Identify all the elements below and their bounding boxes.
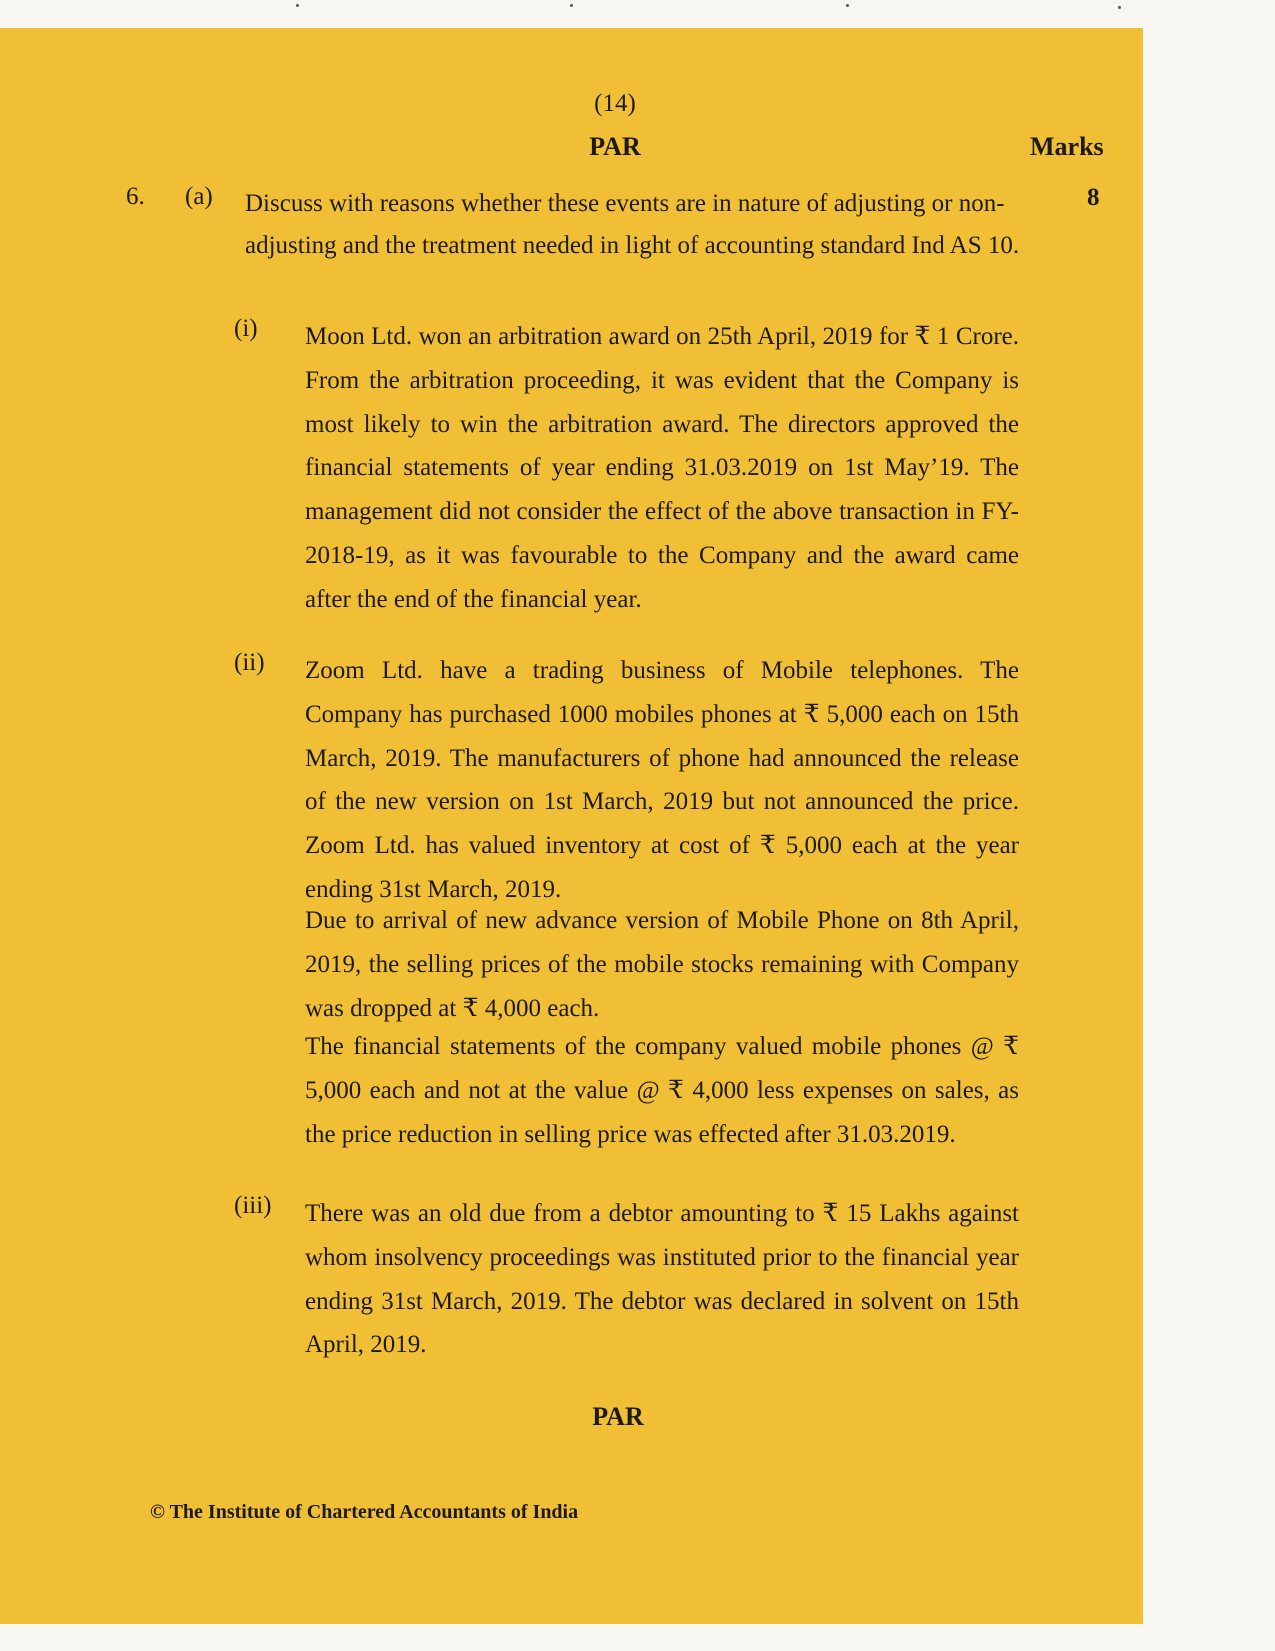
scan-speck xyxy=(846,4,849,7)
question-stem: Discuss with reasons whether these events are in nature of adjusting or non-adjusting and the treatment needed in light of accounting standard Ind AS 10. xyxy=(245,190,1020,260)
item-label: (ii) xyxy=(234,649,265,676)
item-paragraph: Zoom Ltd. have a trading business of Mobile telephones. The Company has purchased 1000 mobiles phones at ₹ 5,000 each on 15th March, 2019. The manufacturers of phone had announced the release of the new version on 1st March, 2019 but not announced the price. Zoom Ltd. has valued inventory at cost of ₹ 5,000 each at the year ending 31st March, 2019. xyxy=(305,657,1019,903)
scan-speck xyxy=(1118,6,1121,9)
item-paragraph: There was an old due from a debtor amounting to ₹ 15 Lakhs against whom insolvency proceedings was instituted prior to the financial year ending 31st March, 2019. The debtor was declared in solvent on 15th April, 2019. xyxy=(305,1200,1019,1359)
scan-speck xyxy=(296,4,299,7)
page-number: (14) xyxy=(594,90,636,117)
item-paragraph: The financial statements of the company valued mobile phones @ ₹ 5,000 each and not at the value @ ₹ 4,000 less expenses on sales, as the price reduction in selling price was effected after 31.03.2019. xyxy=(305,1033,1019,1148)
question-marks: 8 xyxy=(1087,184,1100,211)
item-paragraph: Due to arrival of new advance version of Mobile Phone on 8th April, 2019, the selling prices of the mobile stocks remaining with Company was dropped at ₹ 4,000 each. xyxy=(305,907,1019,1022)
item-paragraph: Moon Ltd. won an arbitration award on 25th April, 2019 for ₹ 1 Crore. From the arbitration proceeding, it was evident that the Company is most likely to win the arbitration award. The directors approved the financial statements of year ending 31.03.2019 on 1st May’19. The management did not consider the effect of the above transaction in FY-2018-19, as it was favourable to the Company and the award came after the end of the financial year. xyxy=(305,323,1019,613)
scan-speck xyxy=(570,4,573,7)
question-paper-page xyxy=(0,28,1143,1624)
item-label: (i) xyxy=(234,315,258,342)
marks-column-heading: Marks xyxy=(1030,132,1104,161)
copyright-notice: © The Institute of Chartered Accountants of India xyxy=(150,1501,579,1523)
paper-code-top: PAR xyxy=(589,132,641,161)
item-label: (iii) xyxy=(234,1192,272,1219)
question-number: 6. xyxy=(126,183,145,210)
question-part: (a) xyxy=(185,183,213,210)
paper-code-bottom: PAR xyxy=(592,1402,644,1431)
